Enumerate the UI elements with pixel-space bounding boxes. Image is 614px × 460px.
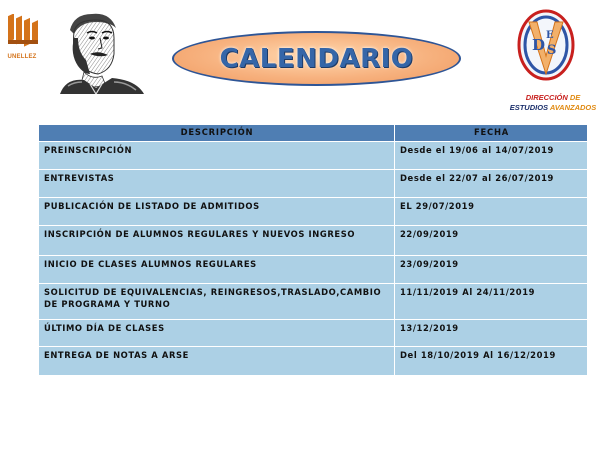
column-header-description: DESCRIPCIÓN [39,125,395,142]
row-description: INSCRIPCIÓN DE ALUMNOS REGULARES Y NUEVOS INGRESO [39,226,395,256]
table-row [39,256,588,284]
row-description: PUBLICACIÓN DE LISTADO DE ADMITIDOS [39,198,395,226]
row-date: Desde el 22/07 al 26/07/2019 [395,170,588,198]
row-date: Desde el 19/06 al 14/07/2019 [395,142,588,170]
column-header-date: FECHA [395,125,588,142]
department-name [498,93,608,113]
table-row [39,284,588,320]
row-date: Del 18/10/2019 Al 16/12/2019 [395,347,588,376]
row-description: PREINSCRIPCIÓN [39,142,395,170]
row-date: 11/11/2019 Al 24/11/2019 [395,284,588,320]
table-row [39,170,588,198]
unellez-logo-text: UNELLEZ [7,54,37,60]
svg-text:S: S [547,43,557,58]
row-date: EL 29/07/2019 [395,198,588,226]
row-description: ENTREGA DE NOTAS A ARSE [39,347,395,376]
dept-word-estudios: ESTUDIOS [509,103,549,112]
table-row [39,320,588,347]
row-description: SOLICITUD DE EQUIVALENCIAS, REINGRESOS,TRASLADO,CAMBIO DE PROGRAMA Y TURNO [39,284,395,320]
dept-word-avanzados: AVANZADOS [549,103,597,112]
dept-word-de: DE [569,93,581,102]
table-row [39,198,588,226]
row-date: 23/09/2019 [395,256,588,284]
portrait-image [40,8,152,94]
unellez-logo [4,14,42,72]
table-row [39,347,588,376]
table-row [39,226,588,256]
table-row [39,142,588,170]
page-title: CALENDARIO [219,43,414,74]
des-logo [517,8,575,86]
dept-word-direccion: DIRECCIÓN [525,93,568,102]
row-description: INICIO DE CLASES ALUMNOS REGULARES [39,256,395,284]
row-description: ENTREVISTAS [39,170,395,198]
row-date: 13/12/2019 [395,320,588,347]
row-date: 22/09/2019 [395,226,588,256]
table-header-row [39,125,588,142]
row-description: ÚLTIMO DÍA DE CLASES [39,320,395,347]
svg-text:D: D [532,36,546,54]
svg-text:E: E [546,30,554,41]
title-banner [172,31,461,86]
calendar-table [38,124,588,376]
